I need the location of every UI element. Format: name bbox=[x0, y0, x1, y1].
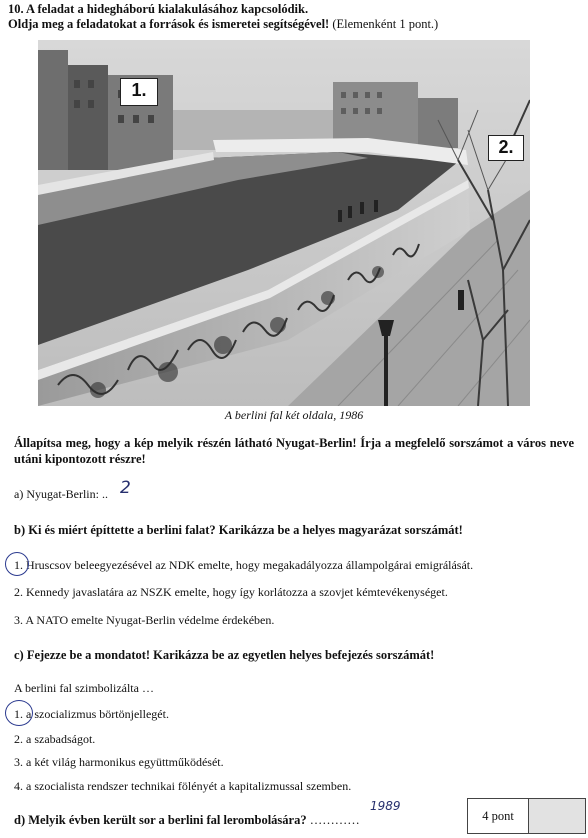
photo-caption: A berlini fal két oldala, 1986 bbox=[224, 408, 364, 422]
question-d bbox=[14, 812, 360, 828]
answer-circle-b bbox=[5, 552, 29, 576]
question-b-option-3 bbox=[14, 613, 274, 628]
task-instruction bbox=[8, 17, 438, 32]
task-instruction-bold: Oldja meg a feladatokat a források és ismeretei segítségével! bbox=[8, 17, 330, 31]
question-c-option-1 bbox=[14, 707, 169, 722]
question-a-handwritten-answer: 2 bbox=[120, 478, 131, 498]
question-d-text: d) Melyik évben került sor a berlini fal lerombolására? bbox=[14, 813, 307, 827]
task-title: 10. A feladat a hidegháború kialakulásához kapcsolódik. bbox=[8, 2, 309, 16]
option-number: 2. bbox=[14, 585, 23, 599]
option-number: 1. bbox=[14, 707, 23, 721]
option-text: a két világ harmonikus együttműködését. bbox=[26, 755, 224, 769]
option-number: 4. bbox=[14, 779, 23, 793]
question-c-option-2 bbox=[14, 732, 95, 747]
points-score-field[interactable] bbox=[529, 799, 585, 833]
option-number: 2. bbox=[14, 732, 23, 746]
question-b-option-1 bbox=[14, 558, 473, 573]
option-text: a szocializmus börtönjellegét. bbox=[26, 707, 169, 721]
option-text: a szabadságot. bbox=[26, 732, 96, 746]
points-label: 4 pont bbox=[468, 799, 529, 833]
points-box bbox=[467, 798, 586, 834]
question-c-instruction: c) Fejezze be a mondatot! Karikázza be az egyetlen helyes befejezés sorszámát! bbox=[14, 648, 435, 662]
question-a-dots: .. bbox=[101, 487, 108, 501]
answer-circle-c bbox=[5, 700, 33, 726]
photo-label-1: 1. bbox=[120, 78, 158, 106]
question-d-handwritten-answer: 1989 bbox=[370, 799, 401, 813]
question-b-option-2 bbox=[14, 585, 448, 600]
question-d-dots: ………… bbox=[309, 813, 360, 827]
option-text: A NATO emelte Nyugat-Berlin védelme érdekében. bbox=[25, 613, 275, 627]
berlin-wall-photo bbox=[38, 40, 530, 406]
photo-label-2: 2. bbox=[488, 135, 524, 161]
question-b-instruction: b) Ki és miért építtette a berlini falat? Karikázza be a helyes magyarázat sorszámát! bbox=[14, 523, 463, 537]
option-number: 1. bbox=[14, 558, 23, 572]
option-number: 3. bbox=[14, 613, 23, 627]
option-text: a szocialista rendszer technikai fölényét a kapitalizmussal szemben. bbox=[26, 779, 352, 793]
option-text: Hruscsov beleegyezésével az NDK emelte, hogy megakadályozza állampolgárai emigrálását. bbox=[26, 558, 474, 572]
option-number: 3. bbox=[14, 755, 23, 769]
task-points-note: (Elemenként 1 pont.) bbox=[332, 17, 439, 31]
question-c-option-4 bbox=[14, 779, 351, 794]
question-c-stem: A berlini fal szimbolizálta … bbox=[14, 681, 154, 695]
question-a-instruction: Állapítsa meg, hogy a kép melyik részén látható Nyugat-Berlin! Írja a megfelelő sorszámot a város neve utáni kipontozott részre! bbox=[14, 436, 574, 466]
question-c-option-3 bbox=[14, 755, 224, 770]
berlin-wall-photo-drawing bbox=[38, 40, 530, 406]
option-text: Kennedy javaslatára az NSZK emelte, hogy így korlátozza a szovjet kémtevékenységet. bbox=[26, 585, 448, 599]
question-a-label: a) Nyugat-Berlin: bbox=[14, 487, 102, 501]
question-a-answer-line bbox=[14, 487, 108, 502]
